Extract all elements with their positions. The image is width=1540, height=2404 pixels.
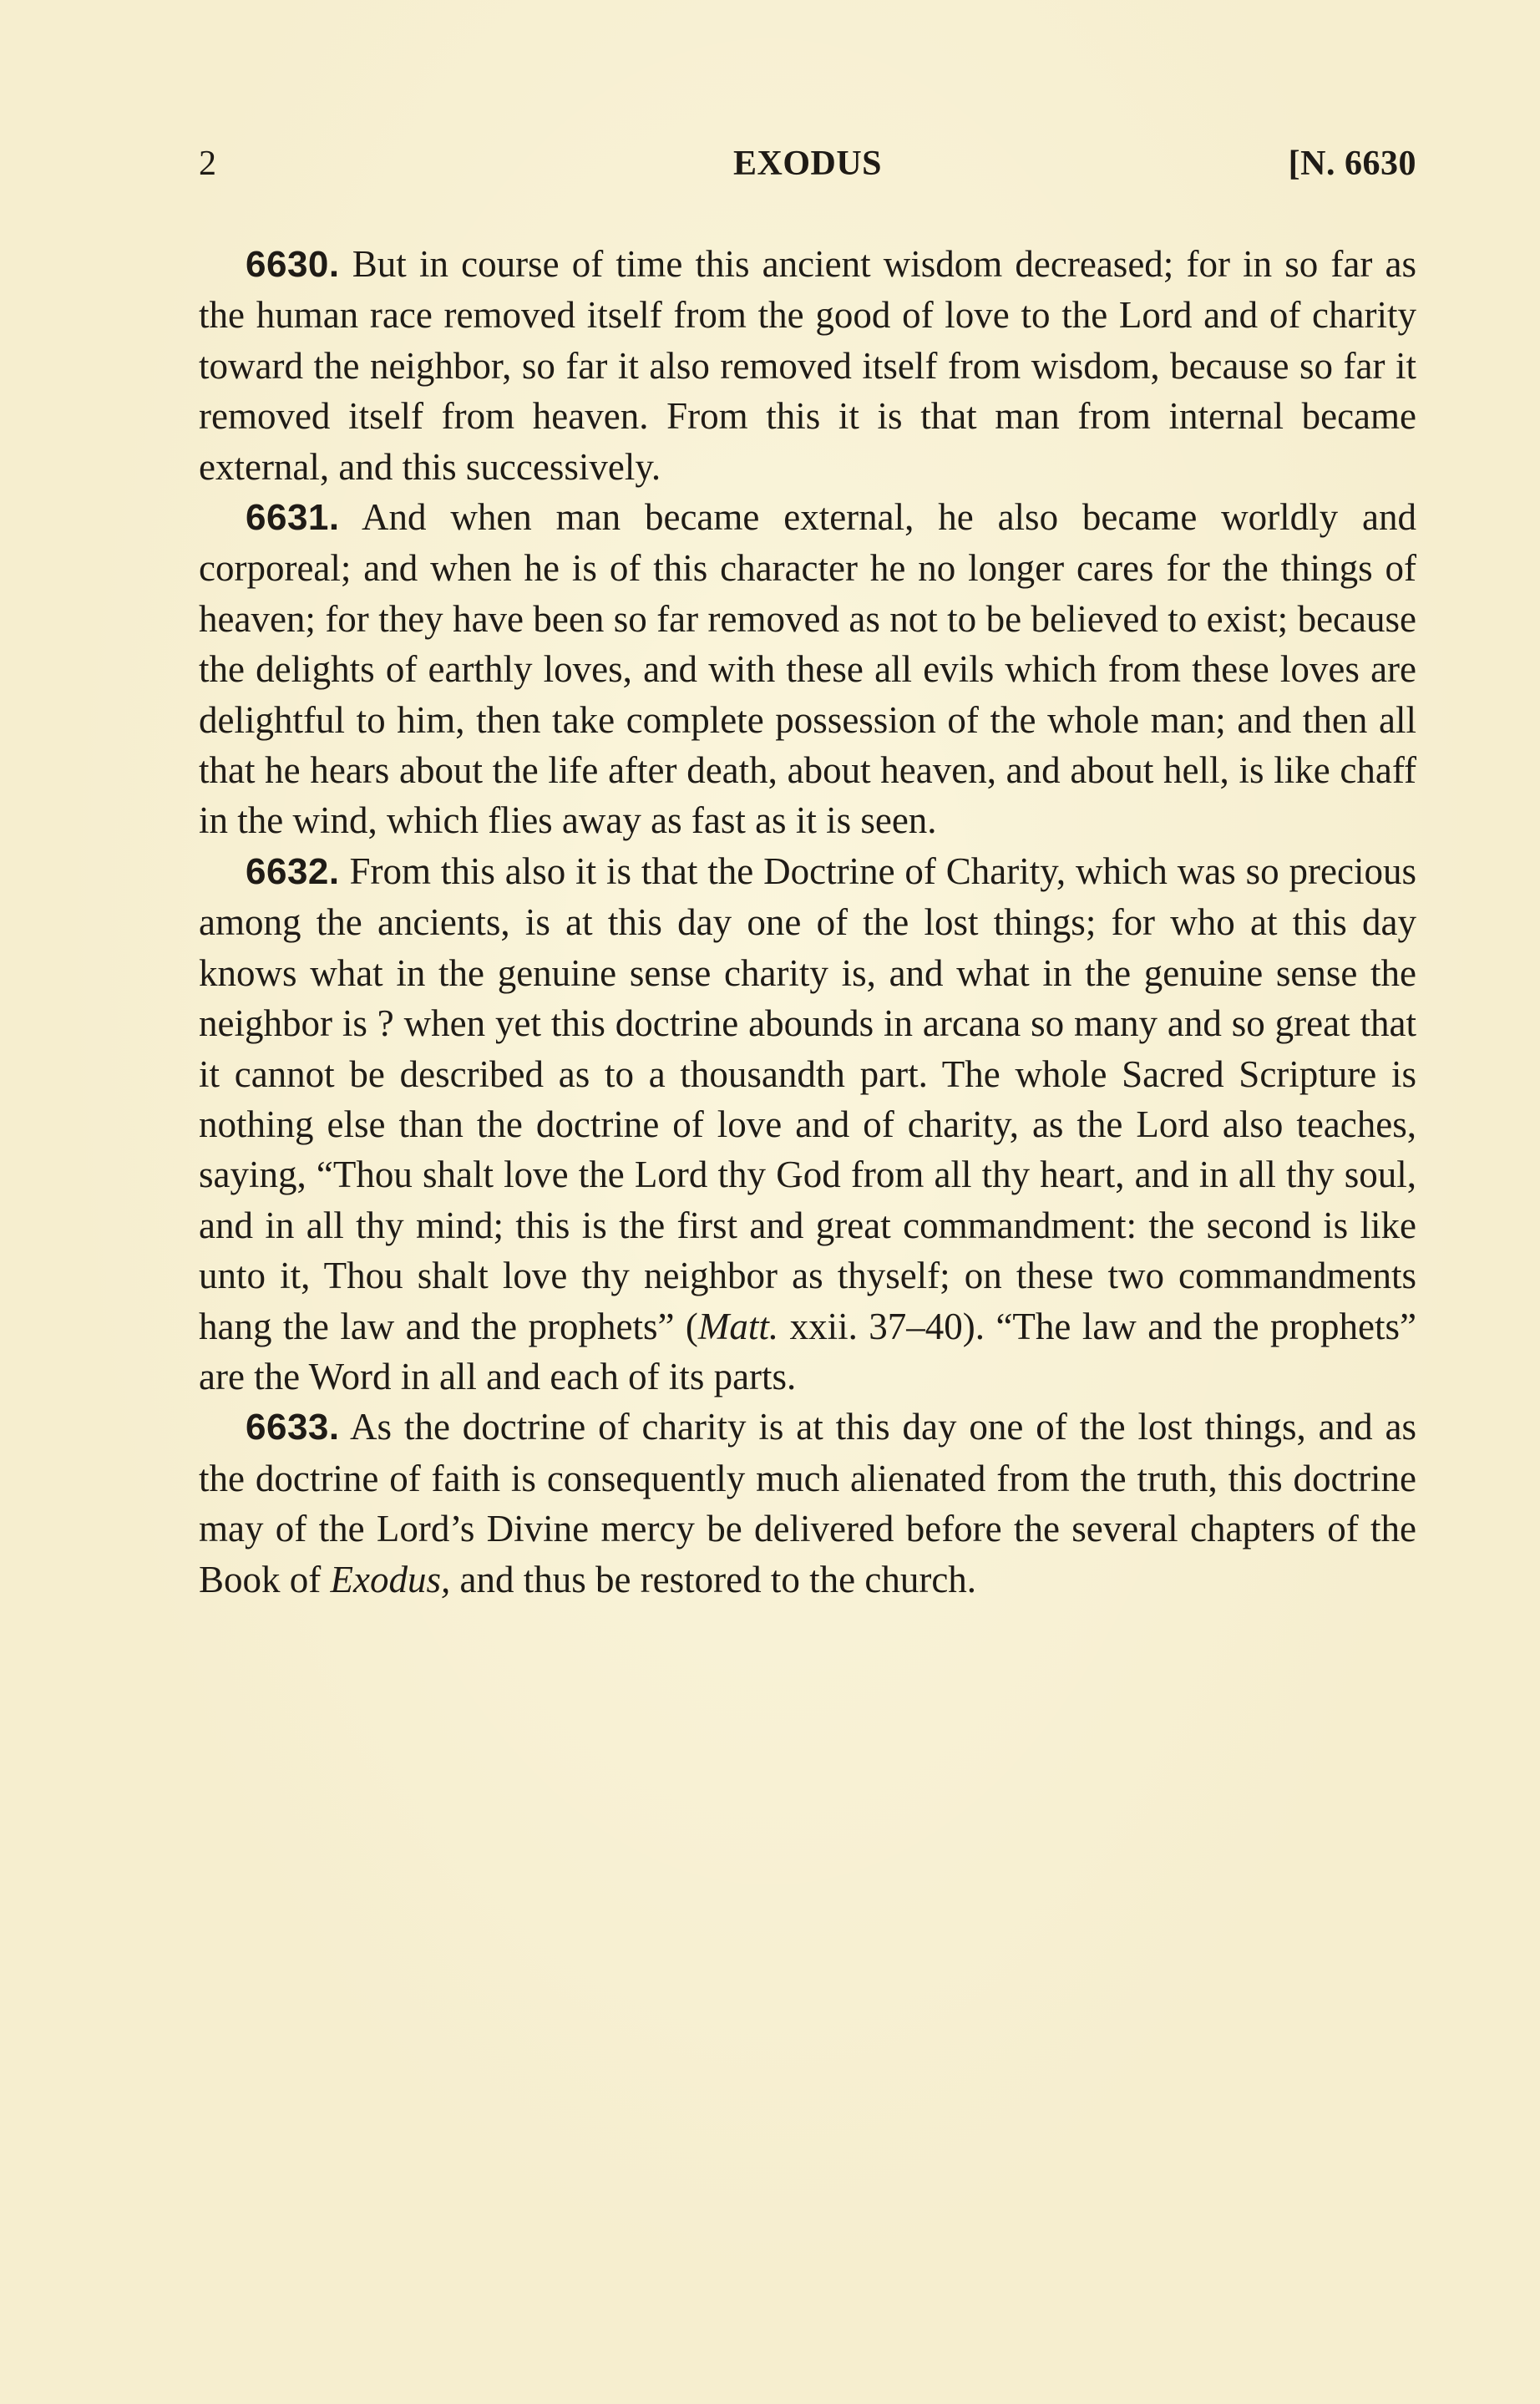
paragraph-text: But in course of time this ancient wisdom decreased; for in so far as the human race removed itself from the good of love to the Lord and of charity toward the neighbor, so far it also removed itself from wisdom, because so far it removed itself from heaven. From this it is that man from internal became external, and this successively. [199,243,1417,488]
book-title: EXODUS [732,145,883,183]
paragraph-text: And when man became external, he also became worldly and corporeal; and when he is of this character he no longer cares for the things of heaven; for they have been so far removed as not to be believed to exist; because the delights of earthly loves, and with these all evils which from these loves are delightful to him, then take complete possession of the whole man; and then all that he hears about the life after death, about heaven, and about hell, is like chaff in the wind, which flies away as fast as it is seen. [199,496,1416,842]
page-number: 2 [199,145,217,183]
paragraph-text: From this also it is that the Doctrine of Charity, which was so precious among the ancients, is at this day one of the lost things; for who at this day knows what in the genuine sense charity is, and what in the genuine sense the neighbor is ? when yet this doctrine abounds in arcana so many and so great that it cannot be described as to a thousandth part. The whole Sacred Scripture is nothing else than the doctrine of love and of charity, as the Lord also teaches, saying, “Thou shalt love the Lord thy God from all thy heart, and in all thy soul, and in all thy mind; this is the first and great commandment: the second is like unto it, Thou shalt love thy neighbor as thyself; on these two commandments hang the law and the prophets” ( [199,850,1416,1347]
scripture-reference: Matt. [697,1305,779,1347]
paragraph-6630 [199,239,1416,492]
paragraph-text-continued: and thus be restored to the church. [450,1558,977,1600]
paragraph-text: As the doctrine of charity is at this day one of the lost things, and as the doctrine of faith is consequently much alienated from the truth, this doctrine may of the Lord’s Divine mercy be delivered before the several chapters of the Book of [199,1406,1416,1600]
paragraph-number: 6632. [246,850,340,892]
paragraph-number: 6630. [246,244,340,285]
body-text [199,239,1416,1605]
running-head [199,140,1416,187]
book-name: Exodus, [330,1558,451,1600]
section-reference: [N. 6630 [1288,145,1416,183]
paragraph-number: 6631. [246,497,340,539]
paragraph-6631 [199,492,1416,846]
paragraph-6633 [199,1402,1416,1605]
paragraph-number: 6633. [246,1407,340,1448]
paragraph-6632 [199,846,1416,1402]
paragraph-text-continued: xxii. 37–40). “The law and the prophets” are the Word in all and each of its parts. [199,1305,1416,1397]
